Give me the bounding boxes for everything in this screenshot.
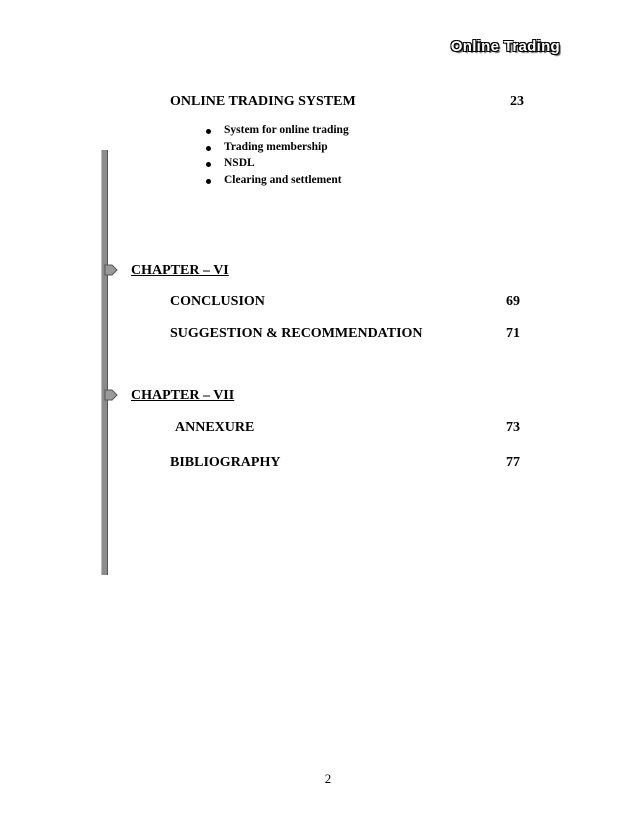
bullet-item bbox=[206, 157, 349, 174]
bullet-text: NSDL bbox=[224, 157, 255, 169]
toc-entry-page: 73 bbox=[506, 420, 520, 435]
bullet-icon bbox=[206, 162, 211, 167]
bullet-item bbox=[206, 124, 349, 141]
toc-entry-title: SUGGESTION & RECOMMENDATION bbox=[170, 326, 423, 341]
bullet-text: System for online trading bbox=[224, 124, 349, 136]
bullet-list bbox=[206, 124, 349, 190]
toc-entry-title: ONLINE TRADING SYSTEM bbox=[170, 94, 356, 109]
toc-entry-page: 71 bbox=[506, 326, 520, 341]
chapter-heading: CHAPTER – VI bbox=[131, 263, 229, 278]
toc-entry-title: CONCLUSION bbox=[170, 294, 265, 309]
bullet-icon bbox=[206, 129, 211, 134]
bullet-item bbox=[206, 174, 349, 191]
bullet-text: Trading membership bbox=[224, 140, 328, 153]
bullet-icon bbox=[206, 179, 211, 184]
chapter-heading: CHAPTER – VII bbox=[131, 388, 235, 403]
vertical-sidebar-bar bbox=[101, 150, 108, 575]
page-number: 2 bbox=[324, 771, 332, 786]
arrow-marker-icon bbox=[104, 388, 118, 402]
toc-entry-page: 77 bbox=[506, 455, 520, 470]
toc-entry-page: 23 bbox=[510, 94, 524, 109]
toc-entry-title: ANNEXURE bbox=[175, 420, 255, 435]
bullet-icon bbox=[206, 146, 211, 151]
arrow-marker-icon bbox=[104, 263, 118, 277]
bullet-text: Clearing and settlement bbox=[224, 173, 342, 186]
running-header-title: Online Trading bbox=[450, 38, 560, 55]
toc-entry-page: 69 bbox=[506, 294, 520, 309]
toc-entry-title: BIBLIOGRAPHY bbox=[170, 455, 281, 470]
bullet-item bbox=[206, 141, 349, 158]
